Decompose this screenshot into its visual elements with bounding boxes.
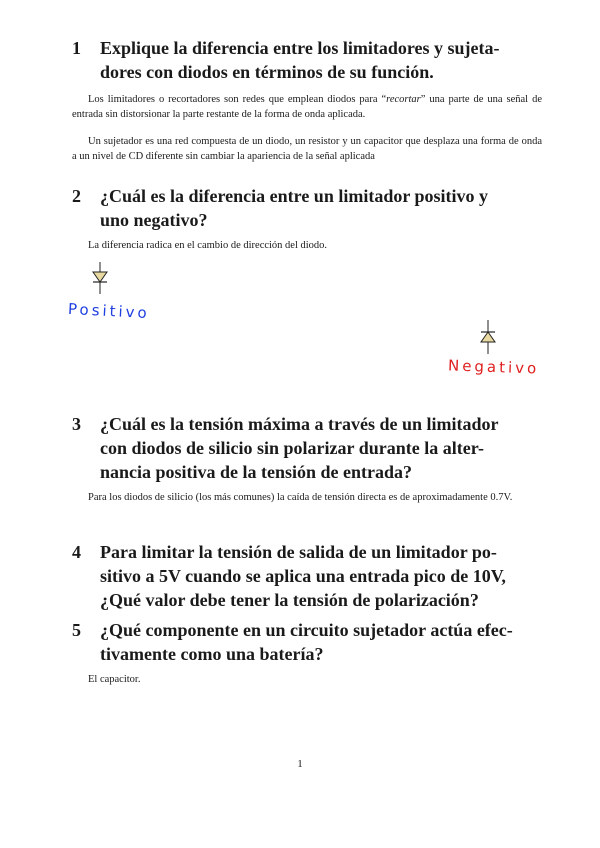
section-number: 4 (72, 542, 81, 562)
section-number: 3 (72, 414, 81, 434)
section-number: 2 (72, 186, 81, 206)
section-title: ¿Cuál es la diferencia entre un limitador positivo y uno negativo? (100, 186, 489, 230)
answer-2-paragraph: La diferencia radica en el cambio de dirección del diodo. (88, 240, 328, 251)
answer-1-paragraph-2: Un sujetador es una red compuesta de un diodo, un resistor y un capacitor que desplaza una forma de onda a un nivel de CD diferente sin cambiar la apariencia de la señal aplicada (72, 136, 542, 162)
section-number: 5 (72, 620, 81, 640)
positive-diode-icon (90, 262, 110, 296)
section-title: ¿Cuál es la tensión máxima a través de un limitador con diodos de silicio sin polarizar durante la alter- nancia positiva de la tensión de entrada? (100, 414, 499, 482)
section-3 (72, 412, 542, 484)
answer-3-paragraph: Para los diodos de silicio (los más comunes) la caída de tensión directa es de aproximadamente 0.7V. (88, 492, 513, 503)
section-4 (72, 540, 542, 612)
section-5 (72, 618, 542, 666)
answer-1-paragraph-1: Los limitadores o recortadores son redes que emplean diodos para “recortar” una parte de una señal de entrada sin distorsionar la parte restante de la forma de onda aplicada. (72, 94, 542, 120)
negative-diode-icon (478, 320, 498, 356)
answer-5-paragraph: El capacitor. (88, 674, 141, 685)
handwritten-negative-label: Negativo (447, 356, 540, 378)
section-title: Explique la diferencia entre los limitadores y sujeta- dores con diodos en términos de su función. (100, 38, 500, 82)
section-title: ¿Qué componente en un circuito sujetador actúa efec- tivamente como una batería? (100, 620, 513, 664)
section-title: Para limitar la tensión de salida de un limitador po- sitivo a 5V cuando se aplica una entrada pico de 10V, ¿Qué valor debe tener la tensión de polarización? (100, 542, 506, 610)
handwritten-positive-label: Positivo (67, 299, 151, 323)
page-number: 1 (297, 758, 303, 770)
section-number: 1 (72, 38, 81, 58)
section-2 (72, 184, 542, 232)
section-1 (72, 36, 542, 84)
